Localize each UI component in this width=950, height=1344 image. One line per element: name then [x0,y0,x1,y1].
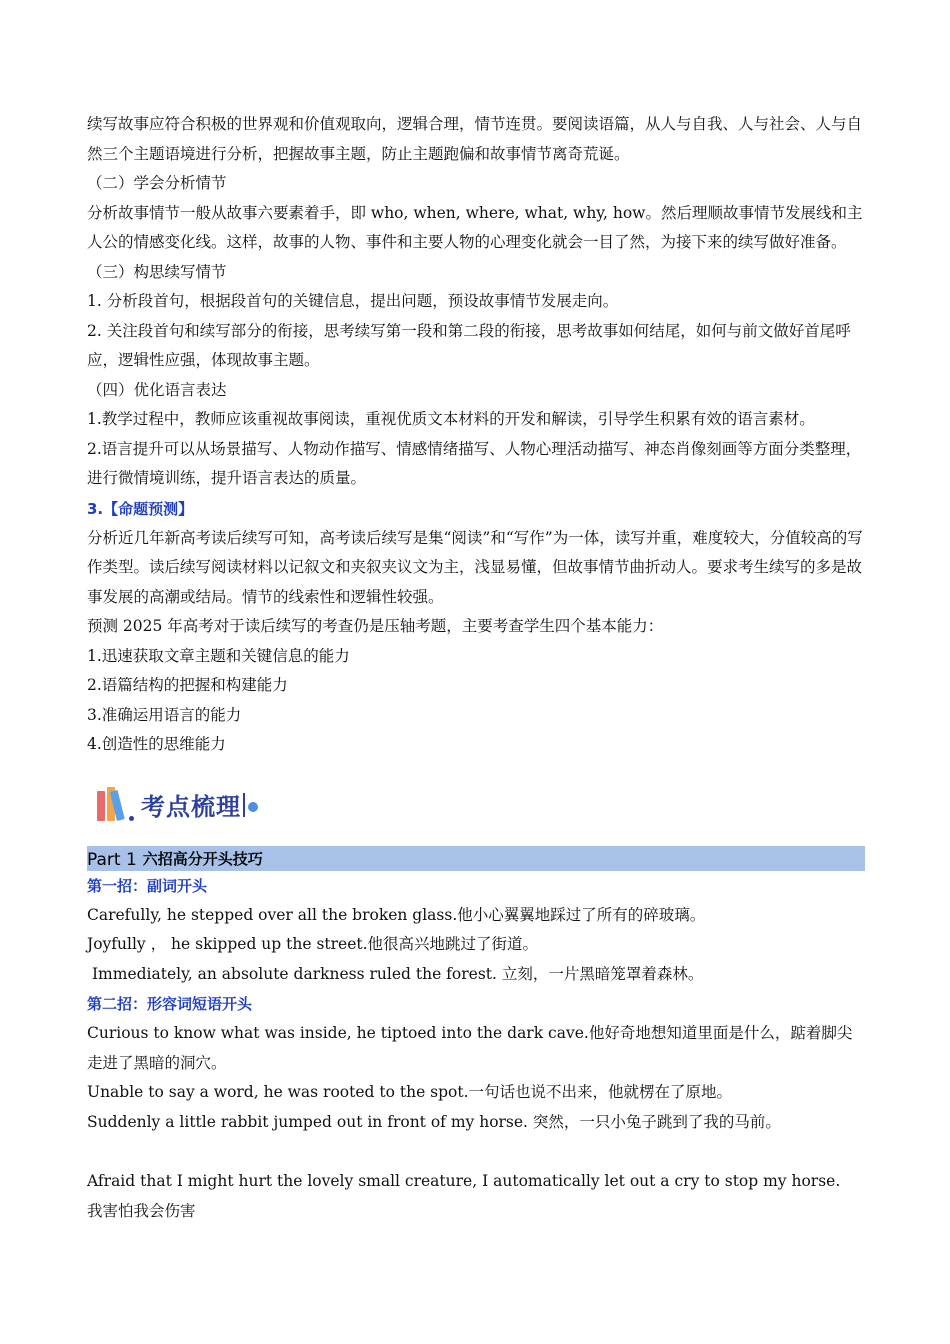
example-sentence: Immediately, an absolute darkness ruled the forest. 立刻，一片黑暗笼罩着森林。 [87,964,704,983]
part-bar [87,846,865,871]
part-title: 六招高分开头技巧 [142,849,263,868]
banner-dot [248,802,258,812]
list-item: 3.准确运用语言的能力 [87,705,242,724]
list-item: 1.迅速获取文章主题和关键信息的能力 [87,646,350,665]
list-item: 4.创造性的思维能力 [87,735,226,753]
paragraph: 续写故事应符合积极的世界观和价值观取向，逻辑合理，情节连贯。要阅读语篇，从人与自我、人与社会、人与自然三个主题语境进行分析，把握故事主题，防止主题跑偏和故事情节离奇荒诞。 [87,115,863,163]
paragraph: 预测 2025 年高考对于读后续写的考查仍是压轴考题，主要考查学生四个基本能力： [87,617,664,635]
paragraph: 2.语言提升可以从场景描写、人物动作描写、情感情绪描写、人物心理活动描写、神态肖像刻画等方面分类整理，进行微情境训练，提升语言表达的质量。 [87,439,862,487]
list-item: 2.语篇结构的把握和构建能力 [87,676,288,694]
example-sentence: Carefully, he stepped over all the broken glass.他小心翼翼地踩过了所有的碎玻璃。 [87,905,706,924]
section-banner [87,774,865,836]
tip2-heading: 第二招：形容词短语开头 [87,995,253,1013]
subheading-plan-plot: （三）构思续写情节 [87,262,227,281]
paragraph: 2. 关注段首句和续写部分的衔接，思考续写第一段和第二段的衔接，思考故事如何结尾，如何与前文做好首尾呼应，逻辑性应强，体现故事主题。 [87,321,851,369]
paragraph: 分析故事情节一般从故事六要素着手，即 who, when, where, what, why, how。然后理顺故事情节发展线和主人公的情感变化线。这样，故事的人物、事件和主要人物的心理变化就会一目了然，为接下来的续写做好准备。 [87,203,863,251]
subheading-optimize-language: （四）优化语言表达 [87,380,227,399]
subheading-analyze-plot: （二）学会分析情节 [87,174,227,192]
banner-title: 考点梳理 [141,793,241,821]
tip1-heading: 第一招：副词开头 [87,876,208,895]
prediction-heading: 3.【命题预测】 [87,499,194,518]
example-sentence: Unable to say a word, he was rooted to the spot.一句话也说不出来，他就楞在了原地。 [87,1083,733,1101]
example-sentence: Afraid that I might hurt the lovely small creature, I automatically let out a cry to stop my horse. 我害怕我会伤害 [87,1172,851,1220]
example-sentence: Suddenly a little rabbit jumped out in front of my horse. 突然，一只小兔子跳到了我的马前。 [87,1112,781,1131]
example-sentence: Curious to know what was inside, he tiptoed into the dark cave.他好奇地想知道里面是什么，踮着脚尖走进了黑暗的洞穴。 [87,1024,853,1072]
example-sentence: Joyfully ， he skipped up the street.他很高兴地跳过了街道。 [87,935,539,953]
paragraph: 1.教学过程中，教师应该重视故事阅读，重视优质文本材料的开发和解读，引导学生积累有效的语言素材。 [87,410,815,428]
part-number: Part 1 [87,849,137,870]
books-icon [95,785,139,825]
paragraph: 1. 分析段首句，根据段首句的关键信息，提出问题，预设故事情节发展走向。 [87,292,619,310]
document-page [87,110,865,1226]
paragraph: 分析近几年新高考读后续写可知，高考读后续写是集“阅读”和“写作”为一体，读写并重，难度较大，分值较高的写作类型。读后续写阅读材料以记叙文和夹叙夹议文为主，浅显易懂，但故事情节曲折动人。要求考生续写的多是故事发展的高潮或结局。情节的线索性和逻辑性较强。 [87,528,863,606]
